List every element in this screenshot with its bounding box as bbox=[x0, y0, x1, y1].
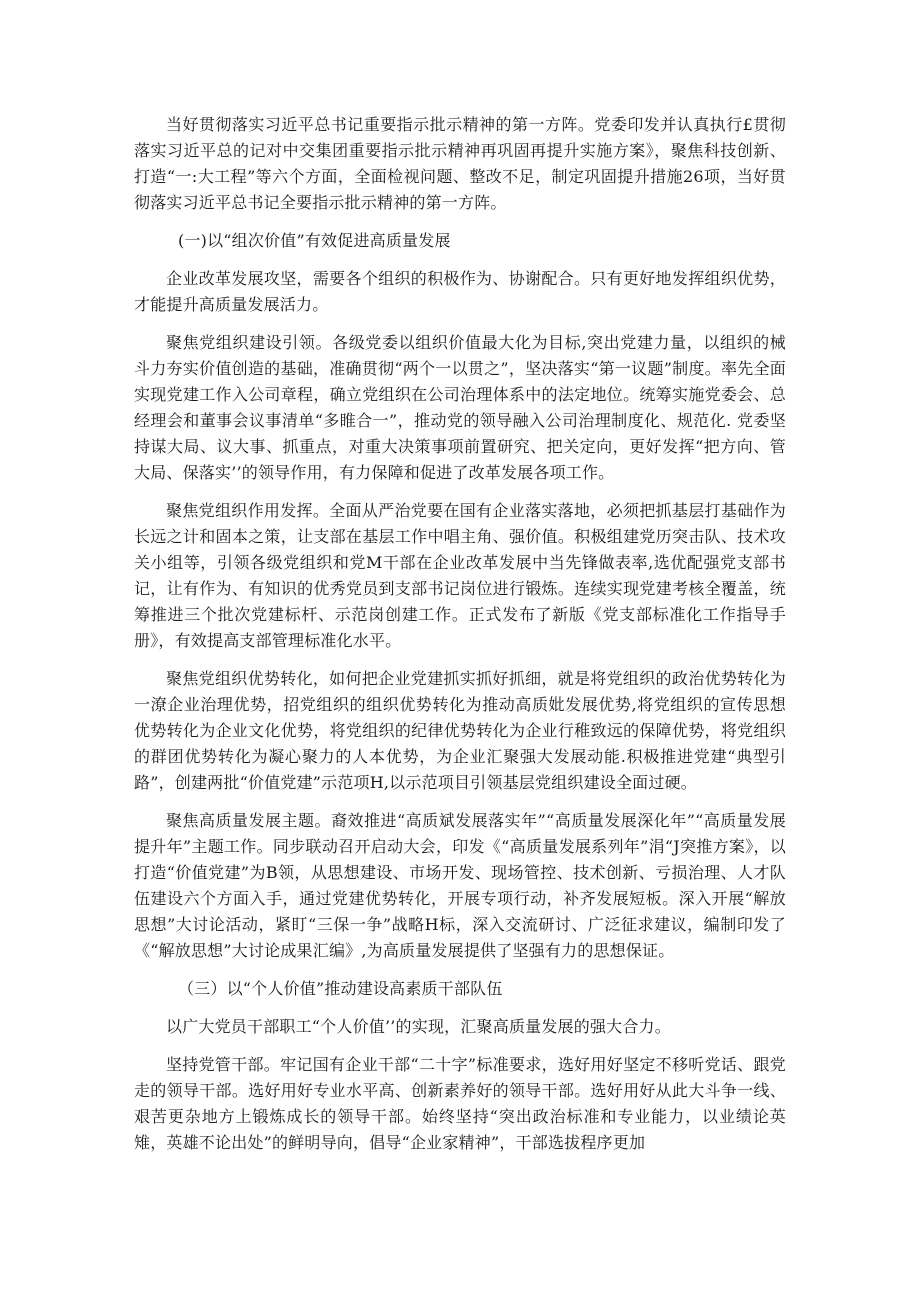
section-heading: (一)以“组次价值”有效促进高质量发展 bbox=[178, 231, 451, 250]
section-heading: （三）以“个人价值”推动建设高素质干部队伍 bbox=[178, 979, 503, 998]
paragraph: 聚焦党组织建设引领。各级党委以组织价值最大化为目标,突出党建力量，以组织的械斗力夯实价值创造的基础，准确贯彻“两个一以贯之”，坚决落实“第一议题”制度。率先全面实现党建工作入公司章程，确立党组织在公司治理体系中的法定地位。统筹实施党委会、总经理会和董事会议事清单“多睢合一”，推动党的领导融入公司治理制度化、规范化. 党委坚持谋大局、议大事、抓重点，对重大决策事项前置研究、把关定向，更好发挥“把方向、管大局、保落实’’的领导作用，有力保障和促进了改革发展各项工作。 bbox=[134, 333, 786, 482]
paragraph: 聚焦党组织作用发挥。全面从严治党要在国有企业落实落地，必须把抓基层打基础作为长远之计和固本之策，让支部在基层工作中唱主角、强价值。积极组建党历突击队、技术攻关小组等，引领各级党组织和党M干部在企业改革发展中当先锋做表率,选优配强党支部书记，让有作为、有知识的优秀党员到支部书记岗位进行锻炼。连续实现党建考核全覆盖，统筹推进三个批次党建标杆、示范岗创建工作。正式发布了新版《党支部标准化工作指导手册》，有效提高支部管理标准化水平。 bbox=[134, 501, 786, 650]
paragraph: 聚焦高质量发展主题。裔效推进“高质斌发展落实年”“高质量发展深化年”“高质量发展提升年”主题工作。同步联动召开启动大会，印发《“高质量发展系列年”涓“J突推方案》，以打造“价值党建”为B领，从思想建设、市场开发、现场管控、技术创新、亏损治理、人才队伍建设六个方面入手，通过党建优势转化，开展专项行动，补齐发展短板。深入开展“解放思想”大讨论活动，紧盯“三保一争”战略H标，深入交流研讨、广泛征求建议，编制印发了《“解放思想”大讨论成果汇编》,为高质量发展提供了坚强有力的思想保证。 bbox=[134, 811, 786, 960]
paragraph: 聚焦党组织优势转化，如何把企业党建抓实抓好抓细，就是将党组织的政治优势转化为一潦企业治理优势，招党组织的组织优势转化为推动高质妣发展优势,将党组织的宣传思想优势转化为企业文化优势，将党组织的纪律优势转化为企业行稚致远的保障优势，将党组织的群团优势转化为凝心聚力的人本优势，为企业汇聚强大发展动能.积极推进党建“典型引路”，创建两批“价值党建”示范项H,以示范项目引领基层党组织建设全面过硬。 bbox=[134, 669, 786, 792]
paragraph: 企业改革发展攻坚，需要各个组织的积极作为、协谢配合。只有更好地发挥组织优势，才能提升高质量发展活力。 bbox=[134, 269, 786, 314]
document-page bbox=[134, 112, 786, 1168]
paragraph: 当好贯彻落实习近平总书记重要指示批示精神的第一方阵。党委印发并认真执行£贯彻落实习近平总的记对中交集团重要指示批示精神再巩固再提升实施方案》，聚焦科技创新、打造“一:大工程”等六个方面，全面检视问题、整改不足，制定巩固提升措施26项，当好贯彻落实习近平总书记全要指示批示精神的第一方阵。 bbox=[134, 115, 786, 212]
paragraph: 坚持党管干部。牢记国有企业干部“二十字”标准要求，选好用好坚定不移听党话、跟党走的领导干部。选好用好专业水平高、创新素养好的领导干部。选好用好从此大斗争一线、艰苦更杂地方上锻炼成长的领导干部。始终坚持“突出政治标准和专业能力，以业绩论英雉，英雄不论出处”的鲜明导向，倡导“企业家精神”，干部选拔程序更加 bbox=[134, 1055, 786, 1152]
paragraph: 以广大党员干部职工“个人价值’’的实现，汇聚高质量发展的强大合力。 bbox=[166, 1017, 671, 1036]
